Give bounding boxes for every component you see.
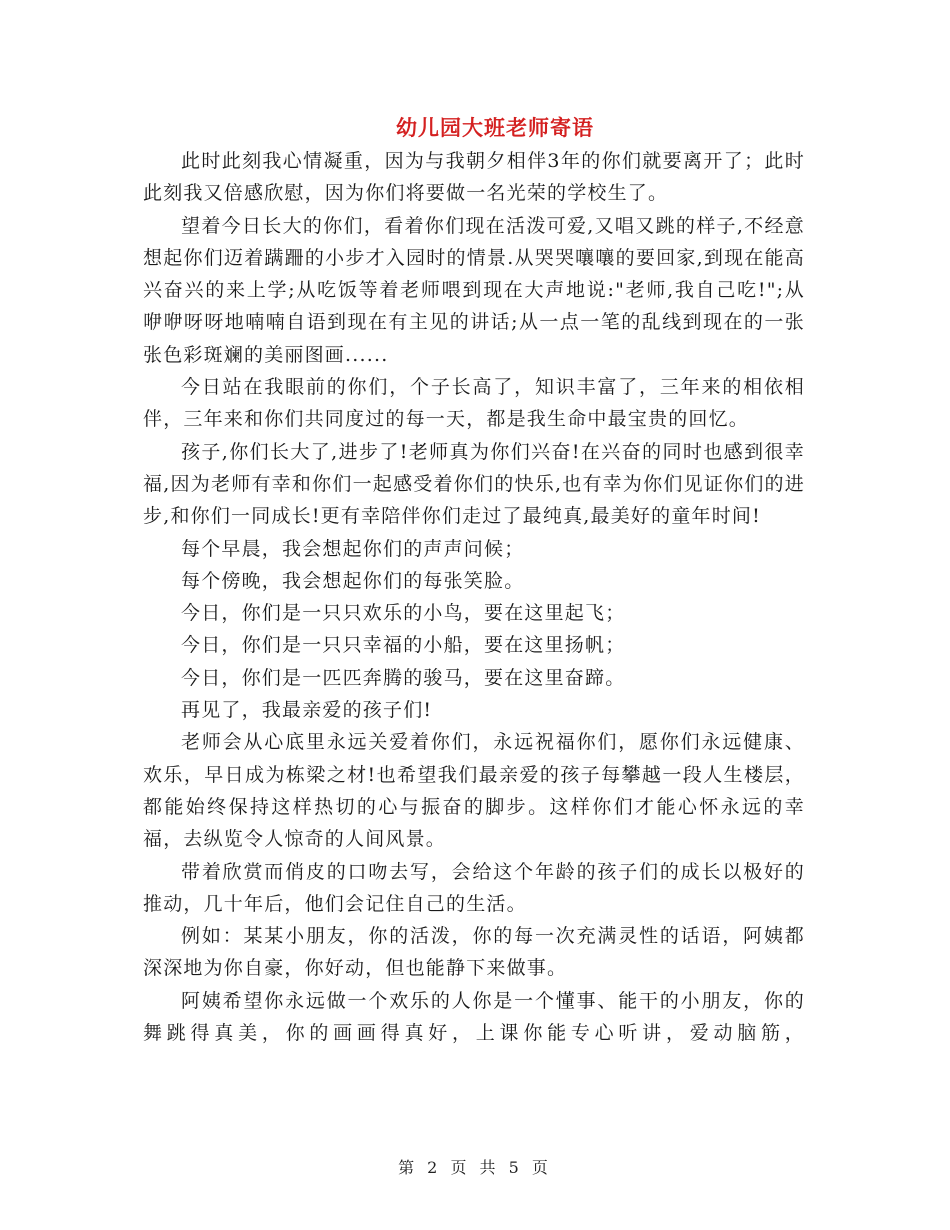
paragraph: 老师会从心底里永远关爱着你们，永远祝福你们，愿你们永远健康、欢乐，早日成为栋梁之材!也希望我们最亲爱的孩子每攀越一段人生楼层，都能始终保持这样热切的心与振奋的脚步。这样你们才能心怀永远的幸福，去纵览令人惊奇的人间风景。 (143, 731, 805, 851)
paragraph: 此时此刻我心情凝重，因为与我朝夕相伴3年的你们就要离开了；此时此刻我又倍感欣慰，因为你们将要做一名光荣的学校生了。 (143, 150, 805, 205)
paragraph: 望着今日长大的你们，看着你们现在活泼可爱,又唱又跳的样子,不经意想起你们迈着蹒跚的小步才入园时的情景.从哭哭嚷嚷的要回家,到现在能高兴奋兴的来上学;从吃饭等着老师喂到现在大声地说:"老师,我自己吃!";从咿咿呀呀地喃喃自语到现在有主见的讲话;从一点一笔的乱线到现在的一张张色彩斑斓的美丽图画...... (143, 214, 805, 366)
paragraph: 今日站在我眼前的你们，个子长高了，知识丰富了，三年来的相依相伴，三年来和你们共同度过的每一天，都是我生命中最宝贵的回忆。 (143, 376, 805, 431)
paragraph: 再见了，我最亲爱的孩子们! (181, 699, 433, 722)
document-body (143, 145, 805, 1049)
paragraph: 每个早晨，我会想起你们的声声问候； (181, 537, 525, 560)
paragraph: 例如：某某小朋友，你的活泼，你的每一次充满灵性的话语，阿姨都深深地为你自豪，你好动，但也能静下来做事。 (143, 925, 805, 980)
paragraph: 今日，你们是一只只幸福的小船，要在这里扬帆； (181, 634, 626, 657)
paragraph: 带着欣赏而俏皮的口吻去写，会给这个年龄的孩子们的成长以极好的推动，几十年后，他们会记住自己的生活。 (143, 860, 805, 915)
document-title: 幼儿园大班老师寄语 (396, 115, 594, 140)
paragraph: 孩子,你们长大了,进步了!老师真为你们兴奋!在兴奋的同时也感到很幸福,因为老师有幸和你们一起感受着你们的快乐,也有幸为你们见证你们的进步,和你们一同成长!更有幸陪伴你们走过了最纯真,最美好的童年时间! (143, 440, 805, 528)
paragraph: 今日，你们是一匹匹奔腾的骏马，要在这里奋蹄。 (181, 666, 626, 689)
page-footer: 第 2 页 共 5 页 (398, 1158, 552, 1177)
paragraph: 阿姨希望你永远做一个欢乐的人你是一个懂事、能干的小朋友，你的舞跳得真美，你的画画得真好，上课你能专心听讲，爱动脑筋， (143, 989, 805, 1045)
paragraph: 每个傍晚，我会想起你们的每张笑脸。 (181, 569, 525, 592)
paragraph: 今日，你们是一只只欢乐的小鸟，要在这里起飞； (181, 602, 626, 625)
